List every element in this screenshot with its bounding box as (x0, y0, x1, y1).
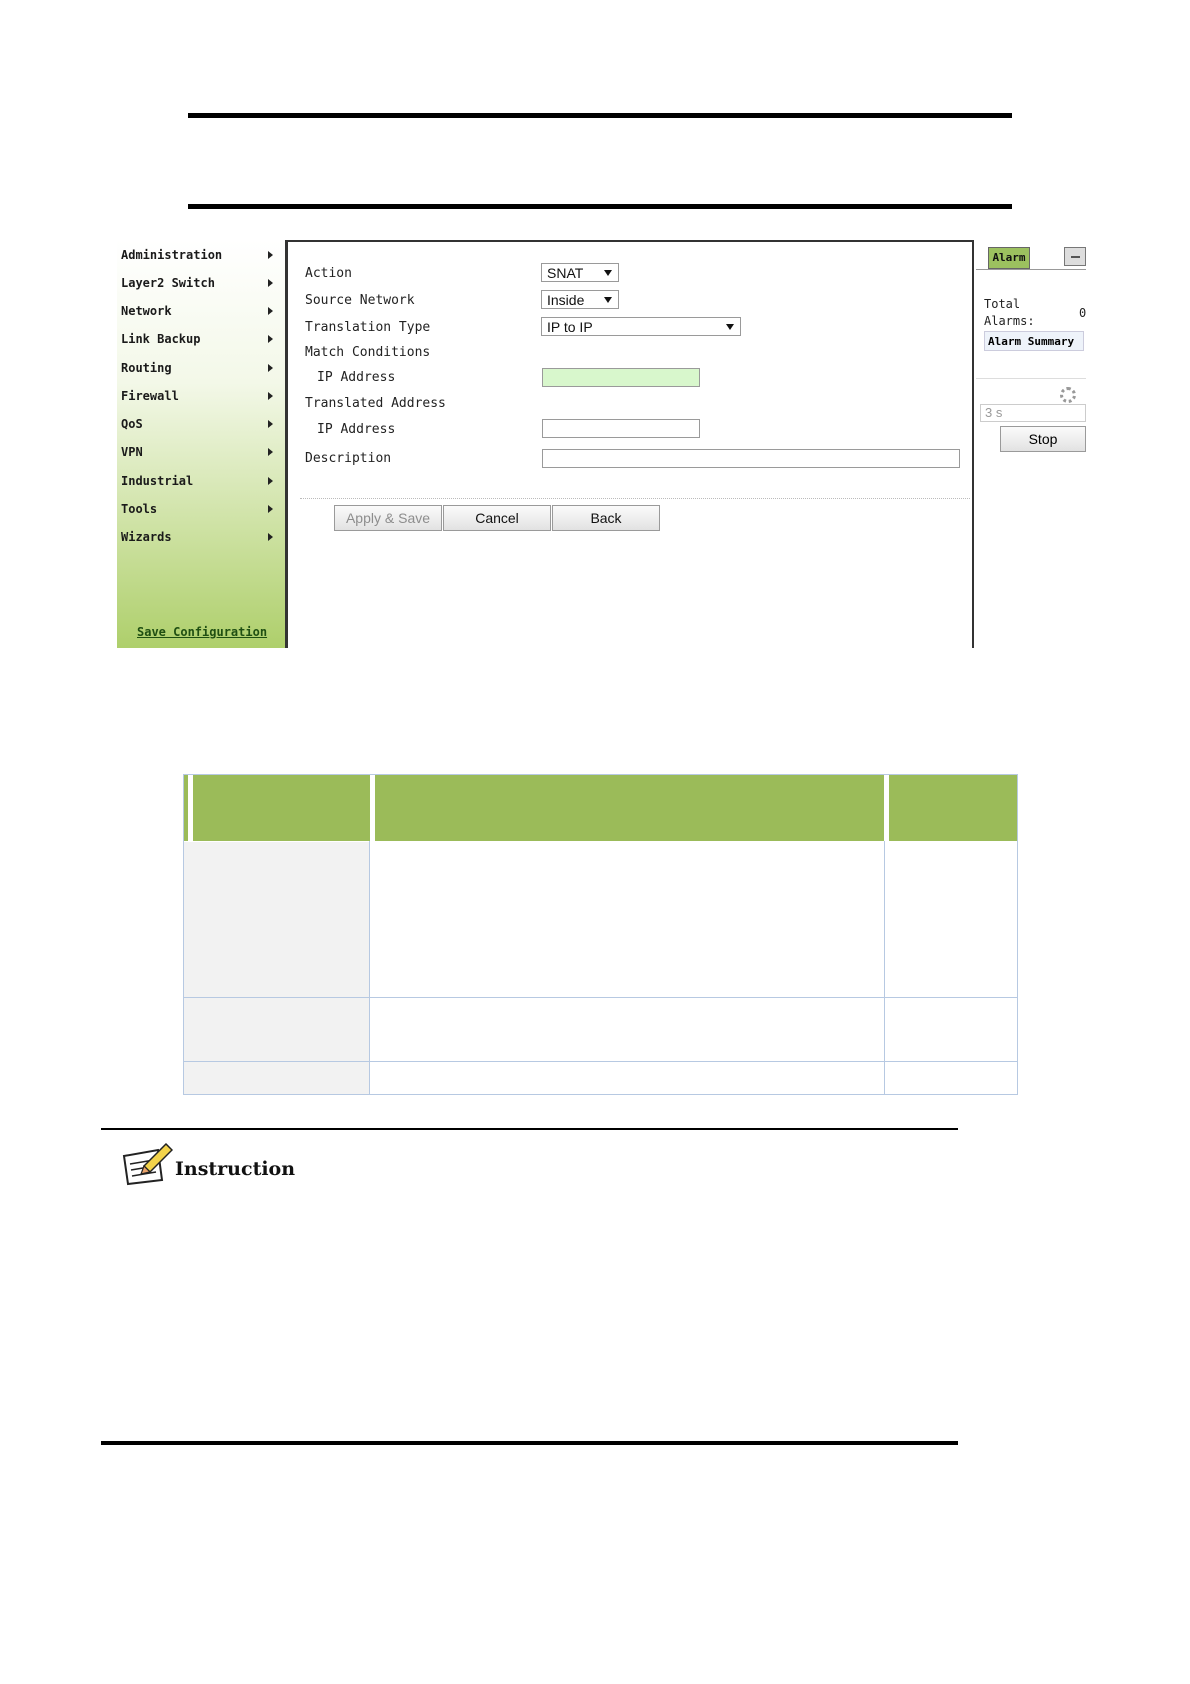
refresh-interval-field[interactable]: 3 s (980, 404, 1086, 422)
sidebar-item-label: Administration (121, 248, 223, 262)
sidebar-divider (285, 240, 288, 648)
sidebar-item-administration[interactable] (121, 245, 281, 265)
dropdown-arrow-icon (604, 270, 612, 276)
instruction-rule-bottom (101, 1441, 958, 1445)
action-label: Action (305, 266, 352, 281)
action-select[interactable] (541, 263, 619, 282)
sidebar-item-label: Wizards (121, 530, 172, 544)
alarm-summary-link[interactable]: Alarm Summary (984, 331, 1084, 351)
sidebar-item-industrial[interactable] (121, 471, 281, 491)
alarm-separator (976, 378, 1086, 379)
header-rule-bottom (188, 204, 1012, 209)
alarm-tab-line (976, 269, 1086, 270)
dropdown-arrow-icon (604, 297, 612, 303)
chevron-right-icon (268, 251, 273, 259)
sidebar-item-vpn[interactable] (121, 442, 281, 462)
apply-save-button[interactable]: Apply & Save (334, 505, 442, 531)
sidebar-item-qos[interactable] (121, 414, 281, 434)
chevron-right-icon (268, 307, 273, 315)
sidebar (117, 240, 285, 648)
translated-address-label: Translated Address (305, 396, 446, 411)
sidebar-item-tools[interactable] (121, 499, 281, 519)
instruction-label: Instruction (175, 1158, 296, 1180)
header-cell-gap (188, 775, 193, 841)
total-alarms-label-2: Alarms: (984, 314, 1035, 328)
sidebar-item-label: QoS (121, 417, 143, 431)
header-cell-gap (370, 775, 375, 841)
chevron-right-icon (268, 364, 273, 372)
table-column-separator (884, 841, 885, 1094)
header-rule-top (188, 113, 1012, 118)
translation-type-label: Translation Type (305, 320, 431, 335)
sidebar-item-routing[interactable] (121, 358, 281, 378)
table-column-separator (369, 841, 370, 1094)
table-cell-name (184, 1062, 369, 1094)
chevron-right-icon (268, 420, 273, 428)
dropdown-arrow-icon (726, 324, 734, 330)
alarm-tab[interactable]: Alarm (988, 247, 1030, 269)
alarm-divider (972, 240, 974, 648)
translation-type-select[interactable] (541, 317, 741, 336)
table-row-separator (184, 997, 1017, 998)
sidebar-item-label: VPN (121, 445, 143, 459)
header-cell-gap (884, 775, 889, 841)
stop-button[interactable]: Stop (1000, 426, 1086, 452)
chevron-right-icon (268, 533, 273, 541)
save-configuration-link[interactable]: Save Configuration (137, 625, 268, 639)
parameter-table (183, 774, 1018, 1095)
description-input[interactable] (542, 449, 960, 468)
nat-config-screenshot (117, 240, 1086, 648)
sidebar-item-label: Routing (121, 361, 172, 375)
loading-spinner-icon (1060, 387, 1076, 403)
chevron-right-icon (268, 392, 273, 400)
minimize-button[interactable] (1064, 247, 1086, 266)
back-button[interactable]: Back (552, 505, 660, 531)
sidebar-item-wizards[interactable] (121, 527, 281, 547)
match-conditions-label: Match Conditions (305, 345, 431, 360)
translation-type-select-value: IP to IP (547, 319, 593, 335)
cancel-button[interactable]: Cancel (443, 505, 551, 531)
sidebar-item-label: Industrial (121, 474, 194, 488)
chevron-right-icon (268, 477, 273, 485)
chevron-right-icon (268, 505, 273, 513)
match-ip-address-label: IP Address (317, 370, 396, 385)
table-header (184, 775, 1017, 841)
action-select-value: SNAT (547, 265, 584, 281)
description-label: Description (305, 451, 392, 466)
source-network-select[interactable] (541, 290, 619, 309)
main-top-border (285, 240, 974, 242)
sidebar-item-label: Network (121, 304, 172, 318)
chevron-right-icon (268, 279, 273, 287)
chevron-right-icon (268, 448, 273, 456)
notepad-pencil-icon (118, 1140, 173, 1186)
table-cell-name (184, 842, 369, 997)
translated-ip-address-label: IP Address (317, 422, 396, 437)
match-ip-address-input[interactable] (542, 368, 700, 387)
translated-ip-address-input[interactable] (542, 419, 700, 438)
sidebar-item-label: Tools (121, 502, 158, 516)
sidebar-item-label: Link Backup (121, 332, 201, 346)
table-row-separator (184, 1061, 1017, 1062)
table-cell-name (184, 998, 369, 1061)
sidebar-item-label: Layer2 Switch (121, 276, 215, 290)
sidebar-item-link-backup[interactable] (121, 329, 281, 349)
sidebar-item-network[interactable] (121, 301, 281, 321)
chevron-right-icon (268, 335, 273, 343)
sidebar-item-layer2-switch[interactable] (121, 273, 281, 293)
sidebar-item-firewall[interactable] (121, 386, 281, 406)
total-alarms-label-1: Total (984, 297, 1021, 311)
instruction-rule-top (101, 1128, 958, 1130)
total-alarms-value: 0 (1079, 306, 1087, 320)
sidebar-item-label: Firewall (121, 389, 179, 403)
source-network-label: Source Network (305, 293, 415, 308)
source-network-select-value: Inside (547, 292, 585, 308)
form-separator (300, 498, 970, 499)
